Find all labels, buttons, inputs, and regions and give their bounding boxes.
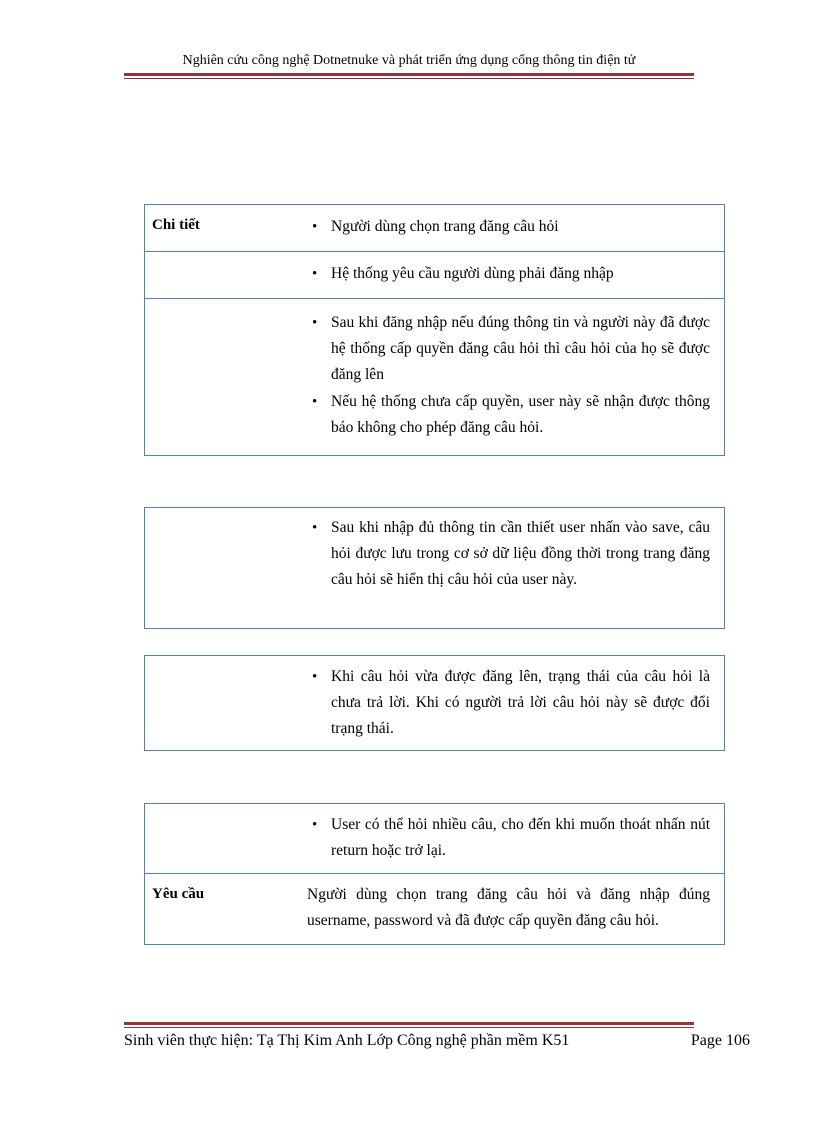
bullet-icon: • [312,817,318,833]
footer-author: Sinh viên thực hiện: Tạ Thị Kim Anh Lớp Công nghệ phần mềm K51 [124,1032,570,1049]
footer-page-number: Page 106 [690,1032,750,1049]
bullet-text: Người dùng chọn trang đăng câu hỏi [331,218,559,235]
footer-rule-thin [124,1027,694,1028]
bullet-text: Hệ thống yêu cầu người dùng phải đăng nhập [331,265,614,282]
table-row [145,656,724,750]
bullet-text: Sau khi đăng nhập nếu đúng thông tin và người này đã được hệ thống cấp quyền đăng câu hỏi thì câu hỏi của họ sẽ được đăng lên [331,314,710,383]
table-row [145,298,724,455]
footer-rule-thick [124,1022,694,1025]
page-header-title: Nghiên cứu công nghệ Dotnetnuke và phát triển ứng dụng cổng thông tin điện tử [182,53,636,68]
header-rule-thick [124,73,694,76]
list-item [312,261,710,287]
bullet-icon: • [312,219,318,235]
use-case-table-3 [144,655,725,751]
use-case-table-4 [144,803,725,945]
table-row [145,873,724,944]
bullet-text: Nếu hệ thống chưa cấp quyền, user này sẽ nhận được thông báo không cho phép đăng câu hỏi. [331,393,710,436]
bullet-text: Khi câu hỏi vừa được đăng lên, trạng thái của câu hỏi là chưa trả lời. Khi có người trả lời câu hỏi này sẽ được đổi trạng thái. [331,668,710,737]
list-item [312,214,710,240]
table-row [145,205,724,251]
bullet-icon: • [312,315,318,331]
list-item [312,310,710,388]
table-row [145,251,724,298]
row-label-chi-tiet: Chi tiết [152,217,200,233]
table-row [145,804,724,873]
row-label-yeu-cau: Yêu cầu [152,886,205,902]
bullet-icon: • [312,520,318,536]
use-case-table-1 [144,204,725,456]
list-item [312,664,710,742]
list-item [312,812,710,864]
bullet-icon: • [312,394,318,410]
bullet-text: User có thể hỏi nhiều câu, cho đến khi muốn thoát nhấn nút return hoặc trở lại. [331,816,710,859]
table-row [145,508,724,628]
use-case-table-2 [144,507,725,629]
bullet-icon: • [312,266,318,282]
bullet-text: Sau khi nhập đủ thông tin cần thiết user nhấn vào save, câu hỏi được lưu trong cơ sở dữ liệu đồng thời trong trang đăng câu hỏi sẽ hiển thị câu hỏi của user này. [331,519,710,588]
bullet-icon: • [312,669,318,685]
list-item [312,515,710,593]
list-item [312,389,710,441]
requirement-text: Người dùng chọn trang đăng câu hỏi và đăng nhập đúng username, password và đã được cấp quyền đăng câu hỏi. [307,886,710,929]
header-rule-thin [124,78,694,79]
